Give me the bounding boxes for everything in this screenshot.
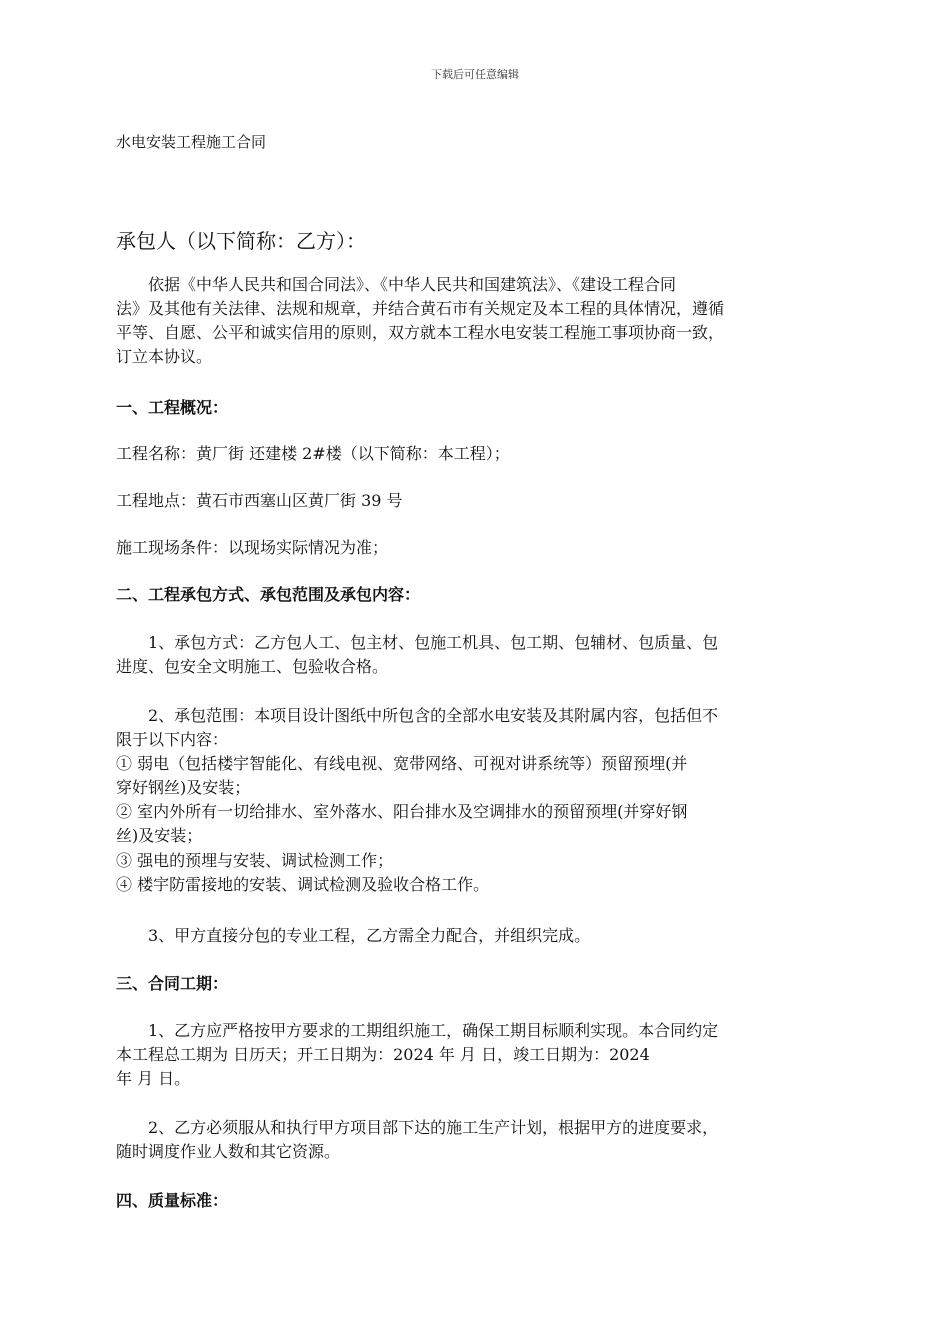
scope-item-line: 3、甲方直接分包的专业工程，乙方需全力配合，并组织完成。: [148, 926, 591, 945]
schedule-line: 2、乙方必须服从和执行甲方项目部下达的施工生产计划，根据甲方的进度要求，: [148, 1118, 719, 1137]
scope-item-line: 1、承包方式：乙方包人工、包主材、包施工机具、包工期、包辅材、包质量、包: [148, 633, 719, 652]
scope-item-line: 进度、包安全文明施工、包验收合格。: [116, 657, 389, 676]
section-heading: 一、工程概况：: [116, 398, 229, 417]
scope-item-line: 穿好钢丝)及安装；: [116, 778, 251, 797]
site-condition: 施工现场条件：以现场实际情况为准；: [116, 538, 389, 557]
scope-item-line: 限于以下内容：: [116, 730, 229, 749]
document-title: 水电安装工程施工合同: [116, 133, 267, 151]
scope-item-line: ① 弱电（包括楼宇智能化、有线电视、宽带网络、可视对讲系统等）预留预埋(并: [116, 754, 688, 773]
intro-line: 依据《中华人民共和国合同法》、《中华人民共和国建筑法》、《建设工程合同: [148, 275, 677, 294]
scope-item-line: ④ 楼宇防雷接地的安装、调试检测及验收合格工作。: [116, 875, 490, 894]
schedule-line: 1、乙方应严格按甲方要求的工期组织施工，确保工期目标顺利实现。本合同约定: [148, 1021, 719, 1040]
scope-item-line: 丝)及安装；: [116, 826, 203, 845]
intro-line: 平等、自愿、公平和诚实信用的原则，双方就本工程水电安装工程施工事项协商一致，: [116, 323, 725, 342]
intro-line: 法》及其他有关法律、法规和规章，并结合黄石市有关规定及本工程的具体情况，遵循: [116, 299, 725, 318]
section-heading: 二、工程承包方式、承包范围及承包内容：: [116, 585, 421, 604]
scope-item-line: 2、承包范围：本项目设计图纸中所包含的全部水电安装及其附属内容，包括但不: [148, 706, 719, 725]
header-note: 下载后可任意编辑: [431, 68, 519, 81]
scope-item-line: ② 室内外所有一切给排水、室外落水、阳台排水及空调排水的预留预埋(并穿好钢: [116, 802, 688, 821]
scope-item-line: ③ 强电的预埋与安装、调试检测工作；: [116, 851, 394, 870]
section-heading: 四、质量标准：: [116, 1191, 229, 1210]
contractor-party-line: 承包人（以下简称：乙方）：: [116, 229, 366, 253]
schedule-line: 随时调度作业人数和其它资源。: [116, 1142, 341, 1161]
section-heading: 三、合同工期：: [116, 974, 229, 993]
project-location: 工程地点：黄石市西塞山区黄厂街 39 号: [116, 491, 403, 510]
intro-line: 订立本协议。: [116, 347, 213, 366]
project-name: 工程名称：黄厂街 还建楼 2#楼（以下简称：本工程）；: [116, 444, 510, 463]
schedule-line: 本工程总工期为 日历天；开工日期为：2024 年 月 日，竣工日期为：2024: [116, 1045, 650, 1064]
schedule-line: 年 月 日。: [116, 1069, 191, 1088]
